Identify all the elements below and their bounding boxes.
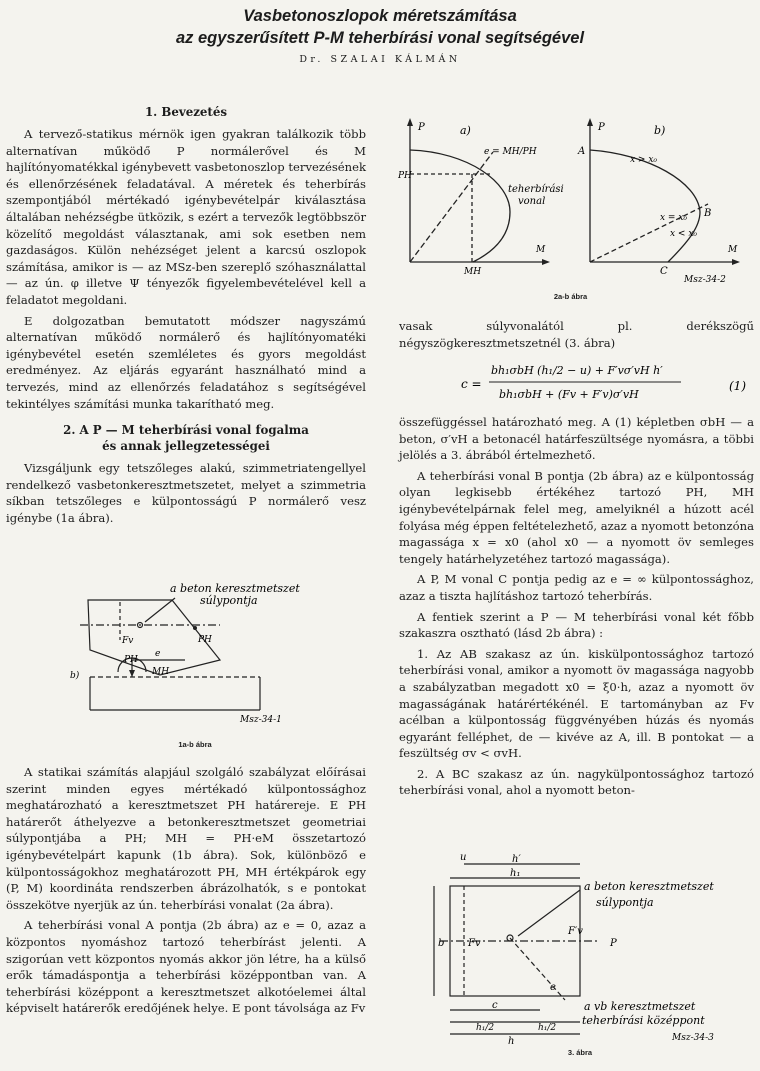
fig2-A: A [578,146,586,157]
fig3-h1: h′ [512,854,521,865]
paragraph-6: vasak súlyvonalától pl. derékszögű négyszögkeresztmetszetnél (3. ábra) [399,319,754,350]
section-1-heading: 1. Bevezetés [144,105,228,119]
paragraph-3: Vizsgáljunk egy tetszőleges alakú, szimmetriatengellyel rendelkező vasbetonkeresztmetszetet, melyet a szimmetria síkban tetszőleges e külpontosságú P normálerő vesz igénybe (1a ábra). [6,461,366,525]
fig2-x3: x < x₀ [670,229,698,239]
fig3-label-1: a beton keresztmetszet [584,880,714,893]
fig1-label-2: súlypontja [200,594,258,607]
fig1-fv: Fv [122,636,134,646]
figure-3-caption: 3. ábra [567,1048,593,1057]
fig1-ph: PH [198,635,212,645]
fig2-p2: P [598,122,605,133]
paragraph-8: A teherbírási vonal B pontja (2b ábra) az e külpontosság olyan legkisebb értékéhez tartozó PH, MH igénybevételpárnak felel meg, amelyiknél a húzott acél folyása még éppen feltételezhető, azaz a nyomott betonzóna magassága x = x0 (ahol x0 — a nyomott öv semleges tengely határhelyzetéhez tartozó magassága). [399,468,754,566]
paragraph-11: 1. Az AB szakasz az ún. kiskülpontossághoz tartozó teherbírási vonal, amikor a nyomott öv magassága nagyobb a szabályzatban megadott x0 = ξ0·h, azaz a nyomott öv magasságának határértékénél. E tartományban az Fv acélban a külpontosság függvényében húzás és nyomás egyaránt felléphet, de — kivéve az A, ill. B pontokat — a feszültség σv < σvH. [399,646,754,761]
title-line-2: az egyszerűsített P-M teherbírási vonal segítségével [175,29,585,47]
fig3-code: Msz-34-3 [672,1033,714,1043]
left-column-top [6,104,366,530]
fig3-label-4: teherbírási középpont [582,1014,705,1027]
paragraph-1: A tervező-statikus mérnök igen gyakran találkozik több alternatívan működő P normálerővel és M hajlítónyomatékkal igénybevett vasbetonoszlop tervezésének és ellenőrzésének feladatával. A méretek és teherbírás szempontjából mértékadó igénybevételpár kiválasztása általában nehézségbe ütközik, s ezért a tervezők legtöbbször közelítő megoldást választanak, ami sok esetben nem gazdaságos. Külön nehézséget jelent a karcsú oszlopok számítása, amikor is — az MSz-ben szereplő szóhasználattal — az ún. φ illetve Ψ tényezők figyelembevételével kell a feladatot megoldani. [6,127,366,307]
fig2-m1: M [536,245,546,255]
fig3-h2: h₁ [510,868,521,879]
fig3-h1-half2: h₁/2 [538,1023,557,1033]
fig3-p: P [610,938,617,949]
fig3-fv: Fv [468,938,481,949]
fig3-u: u [460,852,467,863]
section-2-heading-line1: 2. A P — M teherbírási vonal fogalma [63,423,309,438]
paragraph-5: A teherbírási vonal A pontja (2b ábra) az e = 0, azaz a központos nyomáshoz tartozó teherbírást jelenti. A szigorúan vett központos nyomás akkor jön létre, ha a külső erők támadáspontja a teherbírási középpontban van. A teherbírási középpont a keresztmetszet alkotóelemei által képviselt határerők eredőjének helye. E pont távolsága az Fv [6,918,366,1016]
figure-1 [60,580,360,740]
eq-number: (1) [729,379,746,393]
paragraph-7: összefüggéssel határozható meg. A (1) képletben σbH — a beton, σ′vH a betonacél határfeszültsége nyomásra, a többi jelölés a 3. ábrából értelmezhető. [399,415,754,463]
fig3-h1-half: h₁/2 [476,1023,495,1033]
fig2-curve-label-2: vonal [518,196,546,207]
eq-lhs: c = [461,377,482,391]
fig2-x1: x > x₀ [630,155,658,165]
eq-numerator: bh₁σbH (h₁/2 − u) + F′vσ′vH h′ [491,364,663,377]
eq-denominator: bh₁σbH + (Fv + F′v)σ′vH [499,388,639,401]
fig1-label-1: a beton keresztmetszet [170,582,300,595]
fig3-c: c [492,1000,498,1011]
fig3-label-3: a vb keresztmetszet [584,1000,696,1013]
left-column-bottom [6,764,366,1021]
figure-3 [420,850,740,1046]
paragraph-4: A statikai számítás alapjául szolgáló szabályzat előírásai szerint minden egyes mértékadó külpontossághoz meghatározható a keresztmetszet PH határereje. E PH határerőt áthelyezve a betonkeresztmetszet geometriai súlypontjába a PH; MH = PH·eM összetartozó igénybevételpárt kapunk (1b ábra). Sok, különböző e külpontosságokhoz meghatározott PH, MH értékpárok egy (P, M) koordináta rendszerben ábrázolhatók, s e pontokat összekötve nyerjük az ún. teherbírási vonalat (2a ábra). [6,765,366,912]
fig3-e: e [550,982,556,993]
paragraph-2: E dolgozatban bemutatott módszer nagyszámú alternatívan működő normálerő és hajlítónyomatéki igénybevétel esetén szemléletes és gyors megoldást eredményez. Az eljárás egyaránt használható mind a tervezés, mind az ellenőrzés feladatához s segítségével tekintélyes számítási munka takarítható meg. [6,313,366,411]
section-2-heading-line2: és annak jellegzetességei [102,439,270,454]
fig1-ph2: PH [124,655,138,665]
figure-2-caption: 2a-b ábra [553,292,588,301]
fig2-curve-label-1: teherbírási [508,184,564,195]
title-line-1: Vasbetonoszlopok méretszámítása [243,7,517,25]
fig2-m2: M [728,245,738,255]
fig2-ph: PH [398,171,412,181]
fig1-b-label: b) [70,671,80,681]
fig2-C: C [660,266,668,277]
fig2-e: e = MH/PH [484,147,537,157]
fig2-B: B [704,208,712,219]
figure-1-caption: 1a-b ábra [178,740,212,749]
paragraph-10: A fentiek szerint a P — M teherbírási vonal két főbb szakaszra osztható (lásd 2b ábra) : [399,609,754,641]
fig2b-curve [590,150,700,262]
fig2-mh: MH [464,267,482,277]
fig2b-label: b) [654,124,666,137]
fig2-code: Msz-34-2 [684,275,726,285]
fig3-fv2: F′v [568,926,583,937]
fig3-label-2: súlypontja [596,896,654,909]
paragraph-9: A P, M vonal C pontja pedig az e = ∞ külpontossághoz, azaz a tiszta hajlításhoz tartozó teherbírás. [399,572,754,603]
fig2-p1: P [418,122,425,133]
author: Dr. SZALAI KÁLMÁN [299,54,461,65]
fig2a-curve [410,150,510,262]
fig2-x2: x = x₀ [660,213,688,223]
fig3-h: h [508,1036,515,1046]
right-column-top [399,318,754,355]
fig1-mh: MH [152,667,170,677]
paragraph-12: 2. A BC szakasz az ún. nagykülpontossághoz tartozó teherbírási vonal, ahol a nyomott beton- [399,766,754,798]
equation-1 [399,352,754,414]
fig2a-label: a) [460,124,471,137]
fig3-b: b [438,938,445,949]
right-column-bottom [399,414,754,803]
fig1-code: Msz-34-1 [240,715,282,725]
fig1-e: e [155,649,161,659]
figure-2 [398,112,743,292]
